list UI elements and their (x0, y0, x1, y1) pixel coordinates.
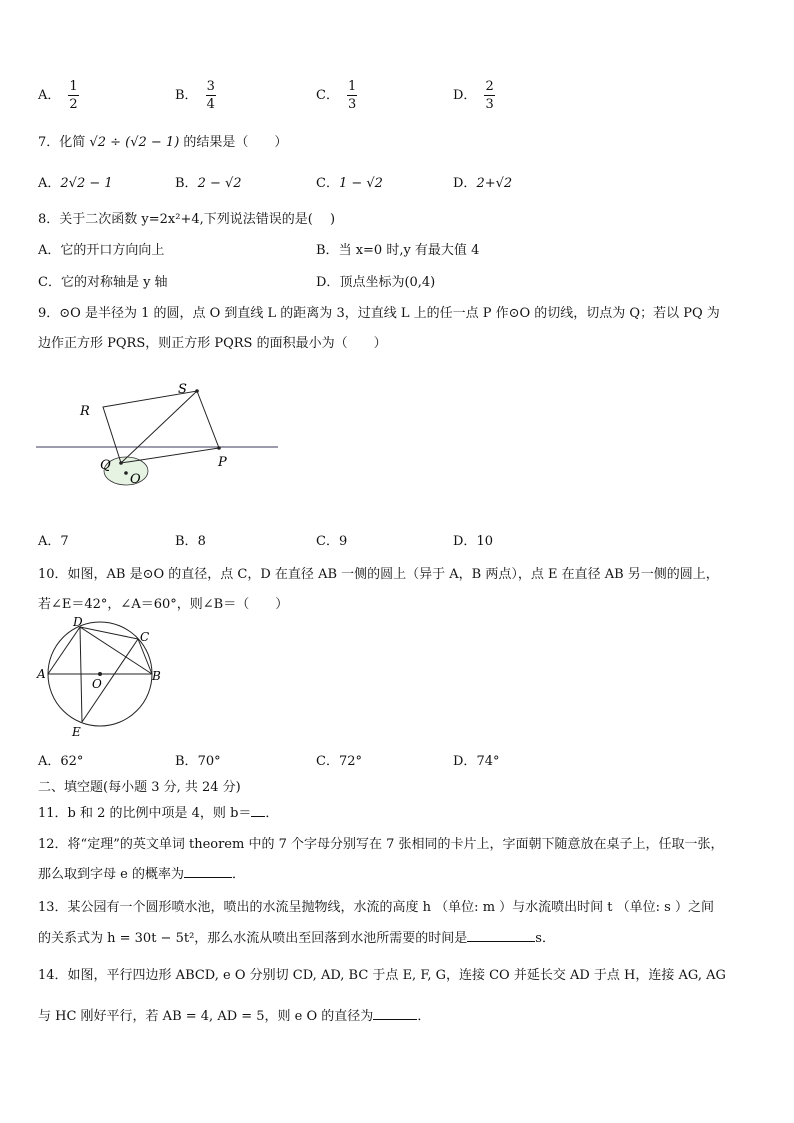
option-text: 2√2 − 1 (60, 176, 113, 191)
q6-option-d (453, 80, 495, 111)
q6-option-b (175, 80, 216, 111)
option-text: 当 x=0 时,y 有最大值 4 (338, 243, 480, 258)
chord-ad (48, 627, 80, 674)
numerator: 3 (206, 79, 215, 94)
answer-blank[interactable] (467, 929, 535, 942)
q14-line1: 14．如图，平行四边形 ABCD, e O 分别切 CD, AD, BC 于点 E, F, G，连接 CO 并延长交 AD 于点 H，连接 AG, AG (38, 968, 726, 983)
q14-text: 与 HC 刚好平行，若 AB = 4, AD = 5，则 e O 的直径为 (38, 1009, 374, 1024)
label-d: D (73, 615, 83, 629)
label-o: O (92, 677, 102, 691)
q10-line1: 10．如图，AB 是⊙O 的直径，点 C，D 在直径 AB 一侧的圆上（异于 A，B 两点），点 E 在直径 AB 另一侧的圆上， (38, 567, 719, 582)
square-pqrs (103, 391, 219, 463)
q7-expression: √2 ÷ (√2 − 1) (89, 135, 180, 150)
denominator: 2 (69, 97, 78, 112)
option-letter: A． (38, 243, 61, 258)
option-text: 它的对称轴是 y 轴 (60, 275, 168, 290)
q10-option-d (453, 750, 499, 769)
q11-tail: ． (265, 806, 279, 821)
label-p: P (218, 455, 227, 470)
option-letter: A． (38, 176, 61, 191)
q13-line1: 13．某公园有一个圆形喷水池，喷出的水流呈抛物线，水流的高度 h （单位: m ）与水流喷出时间 t （单位: s ）之间 (38, 900, 714, 915)
q9-option-b (175, 530, 206, 549)
label-o: O (130, 472, 141, 487)
section-heading: 二、填空题(每小题 3 分, 共 24 分) (38, 780, 241, 795)
q7-option-a (38, 172, 113, 191)
numerator: 1 (69, 79, 78, 94)
option-text: 1 − √2 (338, 176, 383, 191)
option-text: 74° (476, 754, 500, 769)
option-letter: A． (38, 754, 61, 769)
chord-cb (138, 639, 152, 674)
label-c: C (140, 630, 150, 644)
q6-option-c (316, 80, 357, 111)
q12-line2 (38, 863, 245, 882)
option-letter: A． (38, 534, 61, 549)
option-letter: B． (175, 754, 198, 769)
option-letter: C． (316, 176, 339, 191)
option-letter: C． (316, 754, 339, 769)
denominator: 3 (485, 97, 494, 112)
option-letter: C． (38, 275, 61, 290)
fraction (347, 80, 357, 111)
point-q (119, 461, 123, 465)
q10-option-c (316, 750, 362, 769)
option-text: 10 (476, 534, 493, 549)
option-text: 9 (338, 534, 348, 549)
q14-tail: ． (417, 1009, 431, 1024)
q7-stem (38, 131, 287, 150)
q8-option-a (38, 239, 164, 258)
denominator: 3 (347, 97, 357, 112)
q9-option-d (453, 530, 493, 549)
option-letter: B． (316, 243, 339, 258)
q8-option-c (38, 271, 168, 290)
label-a: A (37, 667, 46, 681)
fraction (484, 80, 494, 111)
option-letter: D． (453, 754, 477, 769)
q7-option-d (453, 172, 512, 191)
option-text: 72° (338, 754, 362, 769)
label-q: Q (100, 458, 111, 473)
numerator: 2 (485, 79, 494, 94)
option-letter: B． (175, 176, 198, 191)
option-letter: C． (316, 88, 339, 103)
label-b: B (152, 669, 161, 683)
q12-tail: ． (231, 867, 245, 882)
q9-option-a (38, 530, 69, 549)
answer-blank[interactable] (184, 865, 232, 878)
option-letter: B． (175, 88, 198, 103)
option-text: 8 (197, 534, 206, 549)
option-letter: D． (453, 88, 477, 103)
option-letter: D． (316, 275, 340, 290)
q9-line1: 9．⊙O 是半径为 1 的圆，点 O 到直线 L 的距离为 3，过直线 L 上的任一点 P 作⊙O 的切线，切点为 Q；若以 PQ 为 (38, 306, 720, 321)
q9-option-c (316, 530, 347, 549)
q7-option-b (175, 172, 242, 191)
q12-line1: 12．将“定理”的英文单词 theorem 中的 7 个字母分别写在 7 张相同的卡片上，字面朝下随意放在桌子上，任取一张， (38, 837, 724, 852)
q10-option-a (38, 750, 83, 769)
option-text: 它的开口方向向上 (60, 243, 165, 258)
q13-line2 (38, 927, 555, 946)
option-letter: B． (175, 534, 198, 549)
q8-option-b (316, 239, 479, 258)
option-text: 顶点坐标为(0,4) (339, 275, 436, 290)
q10-line2: 若∠E＝42°，∠A＝60°，则∠B＝（ ） (38, 597, 289, 612)
option-letter: D． (453, 176, 477, 191)
numerator: 1 (347, 79, 357, 94)
label-e: E (72, 725, 81, 739)
option-text: 70° (197, 754, 221, 769)
option-letter: C． (316, 534, 339, 549)
q9-figure (36, 375, 286, 495)
q11 (38, 802, 278, 821)
option-text: 2 − √2 (197, 176, 242, 191)
answer-blank[interactable] (251, 804, 265, 817)
label-r: R (80, 404, 90, 419)
q13-tail: s． (535, 931, 555, 946)
point-o (124, 471, 128, 475)
chord-ec (82, 639, 138, 722)
label-s: S (178, 382, 187, 397)
q10-figure (34, 614, 166, 740)
q10-option-b (175, 750, 221, 769)
q8-stem: 8．关于二次函数 y=2x²+4,下列说法错误的是( ) (38, 212, 336, 227)
q8-option-d (316, 271, 435, 290)
q9-line2: 边作正方形 PQRS，则正方形 PQRS 的面积最小为（ ） (38, 336, 387, 351)
option-letter: A． (38, 88, 61, 103)
point-p (217, 446, 221, 450)
option-text: 2+√2 (476, 176, 513, 191)
fraction (206, 80, 216, 111)
denominator: 4 (206, 97, 215, 112)
answer-blank[interactable] (373, 1007, 417, 1020)
center-point (98, 672, 102, 676)
point-s (195, 389, 199, 393)
q13-text: 的关系式为 h = 30t − 5t²，那么水流从喷出至回落到水池所需要的时间是 (38, 931, 468, 946)
option-text: 62° (60, 754, 84, 769)
option-text: 7 (60, 534, 69, 549)
fraction (68, 80, 78, 111)
q7-prefix: 7．化简 (38, 135, 86, 150)
q11-text: 11．b 和 2 的比例中项是 4，则 b＝ (38, 806, 252, 821)
option-letter: D． (453, 534, 477, 549)
q7-suffix: 的结果是（ ） (183, 135, 288, 150)
q6-option-a (38, 80, 79, 111)
q12-text: 那么取到字母 e 的概率为 (38, 867, 184, 882)
q7-option-c (316, 172, 383, 191)
q14-line2 (38, 1005, 430, 1024)
